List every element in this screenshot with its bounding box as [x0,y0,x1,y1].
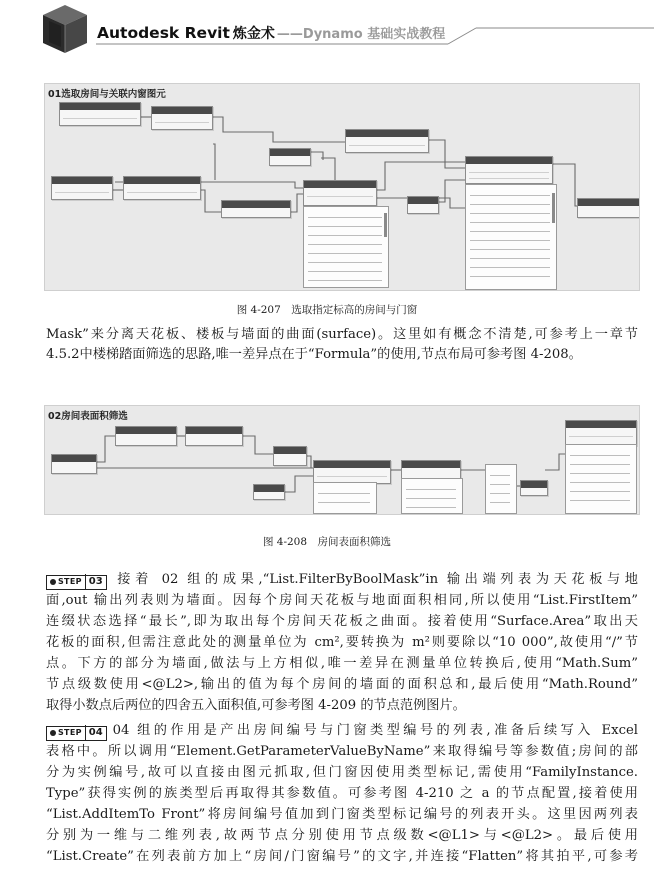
node-surface-normal [185,426,243,446]
figure-4-208-group-label: 02房间表面积筛选 [48,411,128,422]
step-04-line [46,723,638,741]
step-label: STEP [58,577,82,586]
node-formula [313,460,391,484]
revit-cube-logo [40,3,90,55]
step-number: 04 [85,725,106,741]
header-brand-cn: 炼金术 [232,26,275,42]
node-all-elements-at-level [151,106,213,130]
node-code-block-c [407,196,439,214]
watch-panel-left [303,206,389,288]
step-04-line: 分别为一维与二维列表,故两节点分别使用节点级数<@L1>与<@L2>。最后使用 [46,828,638,843]
step-04-line: “List.Create”在列表前方加上“房间/门窗编号”的文字,并连接“Flatten”将其拍平,可参考 [46,849,638,864]
node-all-elements-of-category [221,200,291,218]
step-dot-icon [50,730,56,736]
step-04-line: “List.AddItemTo Front”将房间编号值加到门窗类型标记编号的列表开头。这里因两列表 [46,807,638,822]
node-levels [59,102,141,126]
header-subtitle: ——Dynamo 基础实战教程 [276,27,446,42]
header-brand: Autodesk Revit [97,24,230,42]
step-03-line [46,572,638,590]
figure-4-207-group-label: 01选取房间与关联内窗图元 [48,89,166,100]
step-03-badge [46,575,107,590]
step-04-badge [46,726,107,741]
step-03-text: 接着 02 组的成果,“List.FilterByBoolMask”in 输出端列表为天花板与地 [112,572,638,587]
step-03-line: 花板的面积,但需注意此处的测量单位为 cm²,要转换为 m²则要除以“10 000”,故使用“/”节 [46,635,638,650]
watch-panel-right-208 [565,444,637,514]
node-code-block-e [520,480,548,496]
figure-4-207-caption: 图 4-207 选取指定标高的房间与门窗 [236,304,418,316]
step-04-line: 表格中。所以调用“Element.GetParameterValueByName”来取得编号等参数值;房间的部 [46,744,638,759]
watch-panel-filter [401,478,463,514]
paragraph-line: Mask”来分离天花板、楼板与墙面的曲面(surface)。这里如有概念不清楚,可参考上一章节 [46,327,638,342]
step-03-line: 面,out 输出列表则为墙面。因每个房间天花板与地面面积相同,所以使用“List.FirstItem” [46,593,638,608]
step-label: STEP [58,728,82,737]
node-category-selector [123,176,201,200]
node-element-intersecting-elements [465,156,553,184]
step-04-text: 04 组的作用是产出房间编号与门窗类型编号的列表,准备后续写入 Excel [112,723,638,738]
step-number: 03 [85,574,106,590]
page-header [0,0,654,64]
node-code-block-a [269,148,311,166]
node-polysurface [115,426,177,446]
step-04-line: 分为实例编号,故可以直接由图元抓取,但门窗因使用类型标记,需使用“FamilyInstance. [46,765,638,780]
watch-panel-right [465,184,557,290]
step-04-line: Type”获得实例的族类型后再取得其参数值。可参考图 4-210 之 a 的节点配置,接着使用 [46,786,638,801]
watch-panel-formula [313,482,377,514]
figure-4-208-node-graph [44,405,640,515]
node-list-deconstruct [577,198,640,218]
node-list-filter-by-bool-mask [401,460,461,480]
node-element-faces [51,454,97,474]
node-list-get-item [565,420,637,446]
watch-panel-mid [485,464,517,514]
step-03-line: 点。下方的部分为墙面,做法与上方相似,唯一差异在测量单位转换后,使用“Math.Sum” [46,656,638,671]
header-title [97,23,445,45]
step-03-line: 取得小数点后两位的四舍五入面积值,可参考图 4-209 的节点范例图片。 [46,698,466,713]
paragraph-line: 4.5.2中楼梯踏面筛选的思路,唯一差异点在于“Formula”的使用,节点布局可参考图 4-208。 [46,347,582,362]
step-03-line: 连缀状态选择“最长”,即为取出每个房间天花板之曲面。接着使用“Surface.Area”取出天 [46,614,638,629]
node-code-block-d [253,484,285,500]
node-remove-if-not [345,129,429,153]
node-set-intersection [303,180,377,206]
figure-4-208-caption: 图 4-208 房间表面积筛选 [262,536,392,548]
figure-4-207-node-graph [44,83,640,291]
step-dot-icon [50,579,56,585]
node-code-block-b [51,176,113,200]
step-03-line: 节点级数使用<@L2>,输出的值为每个房间的墙面的面积总和,最后使用“Math.Round” [46,677,638,692]
node-vector-z [273,446,307,466]
